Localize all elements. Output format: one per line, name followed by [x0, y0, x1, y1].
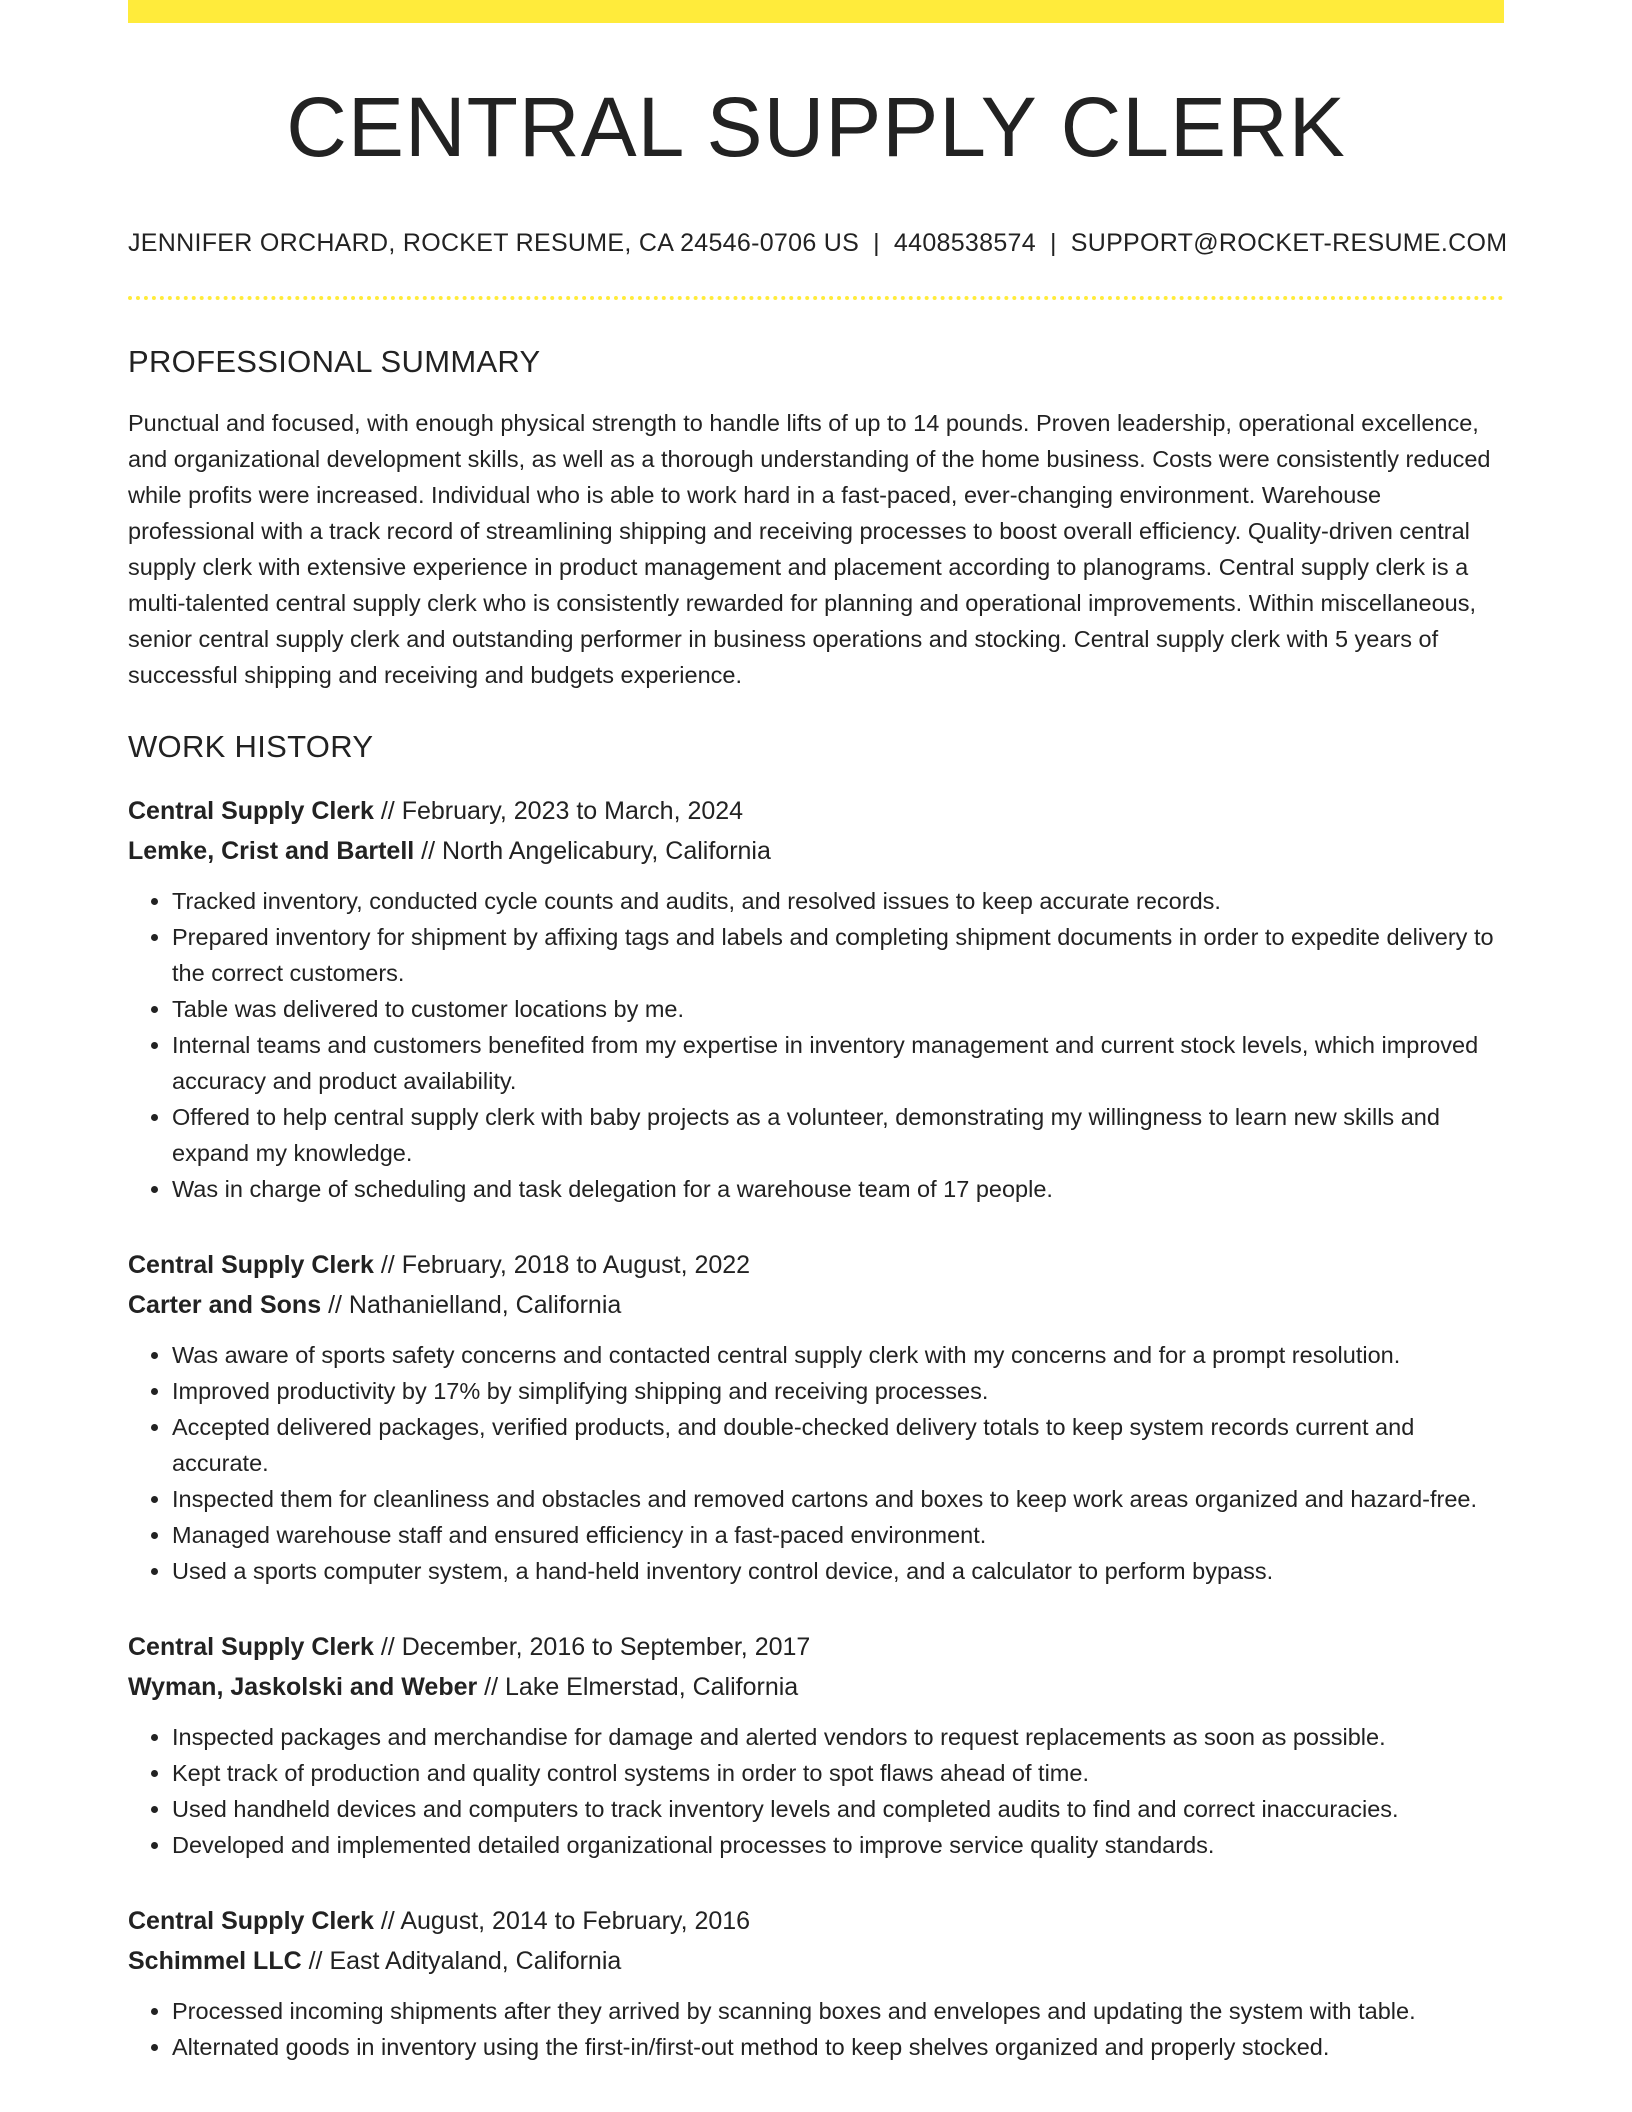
job-bullet: • Inspected them for cleanliness and obstacles and removed cartons and boxes to keep work areas organized and hazard-free. — [172, 1481, 1504, 1517]
job-location: // North Angelicabury, California — [421, 837, 771, 866]
job-company: Carter and Sons — [128, 1291, 322, 1320]
resume-page — [128, 0, 1508, 2065]
job-bullet: • Improved productivity by 17% by simplifying shipping and receiving processes. — [172, 1373, 1504, 1409]
job-dates: // December, 2016 to September, 2017 — [380, 1633, 811, 1662]
job-bullet: • Tracked inventory, conducted cycle counts and audits, and resolved issues to keep accurate records. — [172, 883, 1504, 919]
job-company-line — [128, 1941, 1504, 1981]
work-history-heading: WORK HISTORY — [128, 729, 374, 765]
job-company-line — [128, 1667, 1504, 1707]
job-title: Central Supply Clerk — [128, 1251, 374, 1280]
contact-separator: | — [873, 229, 880, 258]
job-bullet-list — [128, 1719, 1504, 1863]
job-company: Lemke, Crist and Bartell — [128, 837, 415, 866]
contact-email[interactable]: SUPPORT@ROCKET-RESUME.COM — [1070, 229, 1508, 258]
job-bullet: • Internal teams and customers benefited from my expertise in inventory management and current stock levels, which improved accuracy and product availability. — [172, 1027, 1504, 1099]
job-company: Wyman, Jaskolski and Weber — [128, 1673, 478, 1702]
job-bullet-list — [128, 883, 1504, 1207]
job-title-line — [128, 1627, 1504, 1667]
job-entry — [128, 1627, 1504, 1863]
job-title: Central Supply Clerk — [128, 1633, 374, 1662]
job-entry — [128, 791, 1504, 1207]
job-company: Schimmel LLC — [128, 1947, 302, 1976]
job-location: // Nathanielland, California — [328, 1291, 622, 1320]
contact-address: JENNIFER ORCHARD, ROCKET RESUME, CA 24546-0706 US — [128, 229, 860, 258]
contact-phone[interactable]: 4408538574 — [893, 229, 1036, 258]
job-entry — [128, 1901, 1504, 2065]
job-dates: // August, 2014 to February, 2016 — [380, 1907, 751, 1936]
job-title-line — [128, 1901, 1504, 1941]
job-bullet: • Developed and implemented detailed organizational processes to improve service quality standards. — [172, 1827, 1504, 1863]
job-bullet: • Processed incoming shipments after they arrived by scanning boxes and envelopes and updating the system with table. — [172, 1993, 1504, 2029]
job-bullet: • Was aware of sports safety concerns and contacted central supply clerk with my concerns and for a prompt resolution. — [172, 1337, 1504, 1373]
accent-top-bar — [128, 0, 1504, 23]
job-bullet: • Kept track of production and quality control systems in order to spot flaws ahead of time. — [172, 1755, 1504, 1791]
job-title-line — [128, 791, 1504, 831]
job-dates: // February, 2018 to August, 2022 — [380, 1251, 751, 1280]
job-title: Central Supply Clerk — [128, 797, 374, 826]
job-bullet: • Offered to help central supply clerk with baby projects as a volunteer, demonstrating my willingness to learn new skills and expand my knowledge. — [172, 1099, 1504, 1171]
job-bullet: • Prepared inventory for shipment by affixing tags and labels and completing shipment documents in order to expedite delivery to the correct customers. — [172, 919, 1504, 991]
contact-separator: | — [1049, 229, 1057, 258]
job-title: Central Supply Clerk — [128, 1907, 374, 1936]
job-company-line — [128, 831, 1504, 871]
job-location: // East Adityaland, California — [308, 1947, 622, 1976]
job-bullet: • Table was delivered to customer locations by me. — [172, 991, 1504, 1027]
resume-title: CENTRAL SUPPLY CLERK — [286, 80, 1346, 174]
contact-line — [128, 229, 1508, 258]
summary-heading: PROFESSIONAL SUMMARY — [128, 344, 541, 380]
job-company-line — [128, 1285, 1504, 1325]
job-bullet: • Was in charge of scheduling and task delegation for a warehouse team of 17 people. — [172, 1171, 1504, 1207]
job-bullet: • Managed warehouse staff and ensured efficiency in a fast-paced environment. — [172, 1517, 1504, 1553]
job-bullet-list — [128, 1993, 1504, 2065]
job-bullet: • Inspected packages and merchandise for damage and alerted vendors to request replacements as soon as possible. — [172, 1719, 1504, 1755]
job-bullet: • Used handheld devices and computers to track inventory levels and completed audits to find and correct inaccuracies. — [172, 1791, 1504, 1827]
job-bullet: • Accepted delivered packages, verified products, and double-checked delivery totals to keep system records current and accurate. — [172, 1409, 1504, 1481]
job-bullet: • Used a sports computer system, a hand-held inventory control device, and a calculator to perform bypass. — [172, 1553, 1504, 1589]
job-bullet-list — [128, 1337, 1504, 1589]
job-title-line — [128, 1245, 1504, 1285]
job-location: // Lake Elmerstad, California — [484, 1673, 799, 1702]
dotted-divider — [128, 296, 1504, 300]
job-bullet: • Alternated goods in inventory using the first-in/first-out method to keep shelves organized and properly stocked. — [172, 2029, 1504, 2065]
job-dates: // February, 2023 to March, 2024 — [380, 797, 744, 826]
job-entry — [128, 1245, 1504, 1589]
summary-text: Punctual and focused, with enough physical strength to handle lifts of up to 14 pounds. Proven leadership, operational excellence, and organizational development skills, as well as a thorough understanding of the home business. Costs were consistently reduced while profits were increased. Individual who is able to work hard in a fast-paced, ever-changing environment. Warehouse professional with a track record of streamlining shipping and receiving processes to boost overall efficiency. Quality-driven central supply clerk with extensive experience in product management and placement according to planograms. Central supply clerk is a multi-talented central supply clerk who is consistently rewarded for planning and operational improvements. Within miscellaneous, senior central supply clerk and outstanding performer in business operations and stocking. Central supply clerk with 5 years of successful shipping and receiving and budgets experience. — [128, 410, 1491, 689]
